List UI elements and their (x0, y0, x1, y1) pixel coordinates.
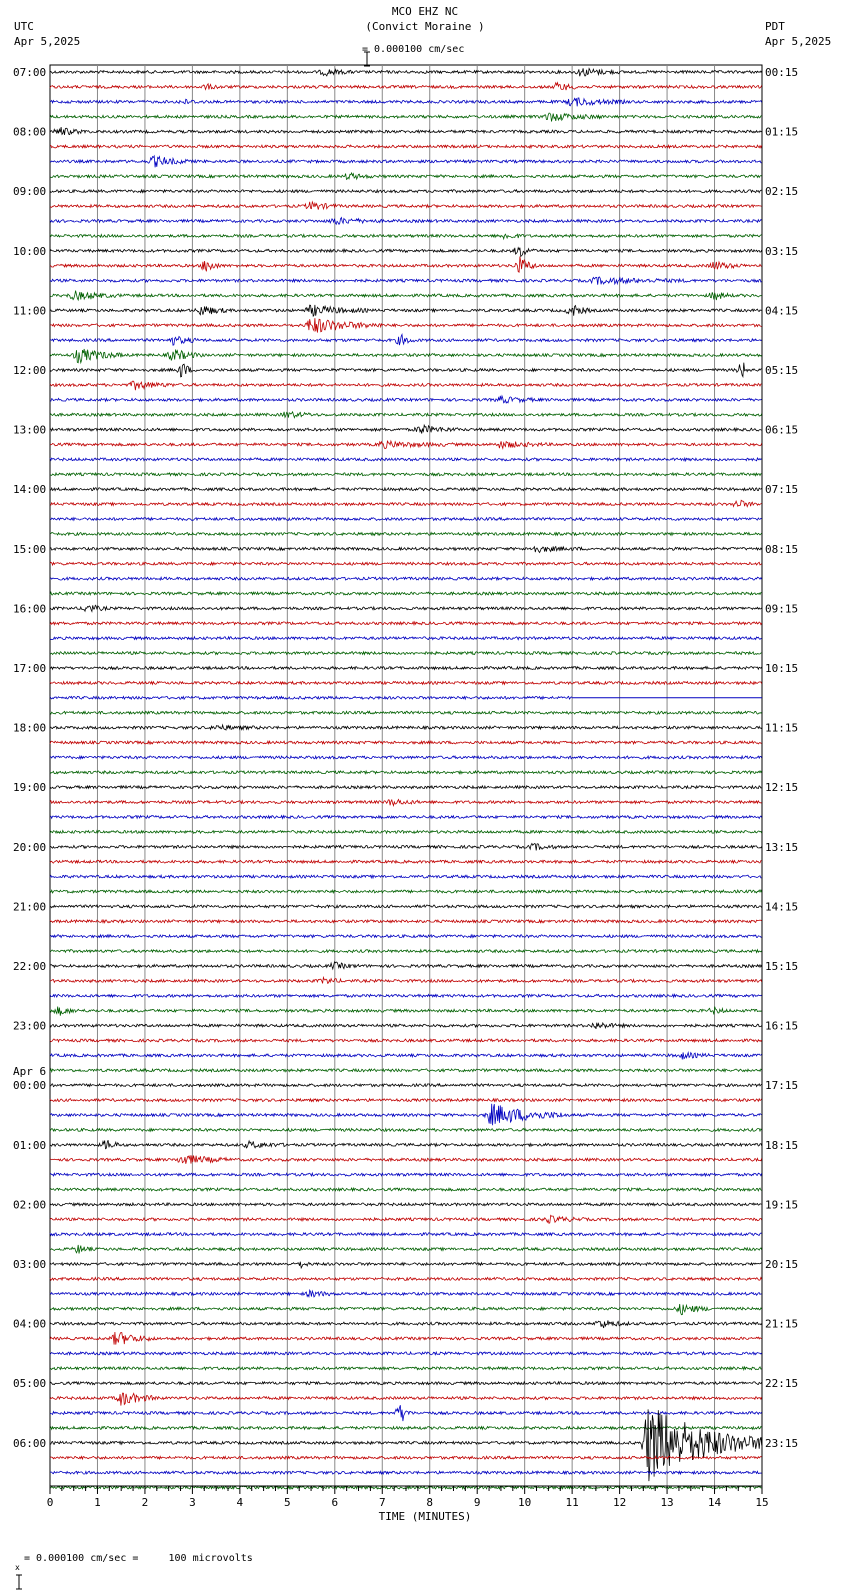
x-tick-label: 12 (612, 1496, 627, 1509)
trace-line (50, 890, 762, 893)
trace-line (50, 488, 762, 491)
utc-hour-label: 01:00 (13, 1138, 47, 1152)
trace-line (50, 1155, 762, 1164)
trace-line (50, 546, 762, 552)
x-tick-label: 0 (46, 1496, 54, 1509)
trace-line (50, 962, 762, 969)
trace-line (50, 682, 762, 685)
trace-line (50, 711, 762, 714)
trace-line (50, 816, 762, 819)
trace-line (50, 1173, 762, 1176)
utc-hour-label: 22:00 (13, 960, 47, 973)
x-tick-label: 11 (565, 1496, 579, 1509)
x-tick-label: 9 (473, 1496, 481, 1509)
pdt-hour-label: 22:15 (765, 1377, 799, 1391)
left-timezone: UTC (14, 20, 34, 33)
trace-line (50, 1084, 762, 1087)
pdt-hour-label: 09:15 (765, 602, 799, 616)
pdt-hour-label: 06:15 (765, 423, 799, 437)
trace-line (50, 1367, 762, 1370)
utc-hour-label: 07:00 (13, 66, 47, 79)
trace-line (50, 1007, 762, 1016)
trace-line (50, 412, 762, 418)
trace-line (50, 786, 762, 789)
trace-line (50, 1405, 762, 1421)
trace-line (50, 1290, 762, 1297)
x-tick-label: 8 (426, 1496, 434, 1509)
trace-line (50, 127, 762, 135)
utc-hour-label: 10:00 (13, 244, 47, 258)
x-tick-label: 3 (189, 1496, 196, 1509)
trace-line (50, 500, 762, 506)
trace-line (50, 349, 762, 363)
trace-line (50, 335, 762, 346)
x-tick-label: 7 (378, 1496, 386, 1509)
pdt-hour-label: 16:15 (765, 1019, 799, 1033)
trace-line (50, 1129, 762, 1132)
trace-line (50, 363, 762, 377)
trace-line (50, 441, 762, 449)
utc-hour-label: 09:00 (13, 185, 47, 199)
trace-line (50, 741, 762, 744)
trace-line (50, 1023, 762, 1029)
trace-line (50, 396, 762, 403)
pdt-hour-label: 00:15 (765, 66, 799, 79)
x-axis-title: TIME (MINUTES) (378, 1510, 472, 1523)
left-date: Apr 5,2025 (14, 35, 81, 48)
trace-line (50, 756, 762, 759)
pdt-hour-label: 02:15 (765, 185, 799, 199)
trace-line (50, 1304, 762, 1315)
trace-line (50, 1104, 762, 1125)
trace-line (50, 458, 762, 461)
utc-hour-label: 14:00 (13, 483, 47, 497)
trace-line (50, 920, 762, 923)
scale-text: = 0.000100 cm/sec (362, 44, 465, 55)
trace-line (50, 994, 762, 997)
trace-line (50, 622, 762, 625)
trace-line (50, 1409, 762, 1481)
pdt-hour-label: 17:15 (765, 1079, 799, 1093)
trace-line (50, 935, 762, 938)
trace-line (50, 145, 762, 148)
x-tick-label: 5 (284, 1496, 291, 1509)
pdt-hour-label: 14:15 (765, 900, 799, 914)
utc-hour-label: 04:00 (13, 1317, 47, 1331)
trace-line (50, 831, 762, 834)
station-location: (Convict Moraine ) (365, 20, 485, 33)
utc-hour-label: 16:00 (13, 602, 47, 616)
utc-hour-label: 08:00 (13, 125, 47, 139)
trace-line (50, 860, 762, 863)
trace-line (50, 318, 762, 333)
x-tick-label: 4 (236, 1496, 244, 1509)
utc-hour-label: 21:00 (13, 900, 47, 914)
trace-line (50, 1233, 762, 1236)
trace-line (50, 291, 762, 300)
trace-line (50, 248, 762, 257)
utc-hour-label: 02:00 (13, 1198, 47, 1212)
trace-line (50, 1069, 762, 1072)
trace-line (50, 173, 762, 180)
utc-hour-label: 23:00 (13, 1019, 47, 1033)
trace-line (50, 844, 762, 851)
trace-line (50, 1188, 762, 1191)
x-tick-label: 2 (141, 1496, 149, 1509)
trace-line (50, 1203, 762, 1206)
x-tick-label: 14 (707, 1496, 722, 1509)
utc-hour-label: 13:00 (13, 423, 47, 437)
trace-line (50, 652, 762, 655)
x-tick-label: 6 (331, 1496, 339, 1509)
trace-line (50, 637, 762, 640)
trace-line (50, 696, 572, 699)
footer-scale-text: = 0.000100 cm/sec = 100 microvolts (24, 1553, 253, 1564)
right-date: Apr 5,2025 (765, 35, 832, 48)
utc-hour-label: 19:00 (13, 781, 47, 795)
trace-line (50, 800, 762, 806)
trace-line (50, 1278, 762, 1281)
x-tick-label: 10 (518, 1496, 532, 1509)
trace-line (50, 1140, 762, 1149)
trace-line (50, 1262, 762, 1268)
utc-hour-label: 03:00 (13, 1258, 47, 1271)
trace-line (50, 771, 762, 774)
trace-line (50, 533, 762, 536)
pdt-hour-label: 12:15 (765, 781, 799, 795)
pdt-hour-label: 03:15 (765, 244, 799, 258)
footer-scale-icon: x (15, 1563, 20, 1572)
trace-line (50, 1099, 762, 1102)
utc-hour-label: 06:00 (13, 1436, 47, 1450)
trace-line (50, 234, 762, 239)
trace-line (50, 156, 762, 167)
trace-line (50, 725, 762, 730)
trace-line (50, 518, 762, 521)
trace-line (50, 68, 762, 76)
trace-line (50, 950, 762, 953)
pdt-hour-label: 18:15 (765, 1138, 799, 1152)
trace-line (50, 305, 762, 316)
utc-hour-label: 17:00 (13, 662, 47, 675)
utc-hour-label: 11:00 (13, 304, 47, 318)
trace-line (50, 218, 762, 225)
trace-line (50, 605, 762, 611)
utc-hour-label: 15:00 (13, 542, 47, 556)
pdt-hour-label: 07:15 (765, 483, 799, 497)
plot-frame (50, 65, 762, 1486)
trace-line (50, 667, 762, 670)
utc-hour-label: 12:00 (13, 364, 47, 377)
trace-line (50, 1352, 762, 1355)
utc-hour-label: 18:00 (13, 721, 47, 735)
trace-line (50, 905, 762, 908)
trace-line (50, 1320, 762, 1328)
pdt-hour-label: 21:15 (765, 1317, 799, 1331)
trace-line (50, 592, 762, 595)
station-title: MCO EHZ NC (391, 5, 459, 18)
trace-line (50, 381, 762, 390)
pdt-hour-label: 19:15 (765, 1198, 799, 1212)
trace-line (50, 577, 762, 580)
pdt-hour-label: 04:15 (765, 304, 799, 318)
trace-line (50, 190, 762, 193)
right-timezone: PDT (765, 20, 785, 33)
trace-line (50, 257, 762, 273)
trace-line (50, 98, 762, 106)
trace-line (50, 1215, 762, 1223)
utc-hour-label: 05:00 (13, 1377, 47, 1391)
utc-hour-label: 20:00 (13, 840, 47, 854)
trace-line (50, 425, 762, 433)
pdt-hour-label: 10:15 (765, 662, 799, 675)
pdt-hour-label: 23:15 (765, 1436, 799, 1450)
trace-line (50, 83, 762, 90)
trace-line (50, 1245, 762, 1254)
trace-line (50, 1039, 762, 1042)
x-tick-label: 15 (755, 1496, 769, 1509)
x-tick-label: 1 (94, 1496, 101, 1509)
pdt-hour-label: 13:15 (765, 840, 799, 854)
trace-line (50, 1382, 762, 1385)
trace-line (50, 473, 762, 476)
date-change-label: Apr 6 (13, 1065, 47, 1079)
pdt-hour-label: 08:15 (765, 542, 799, 556)
trace-line (50, 202, 762, 210)
pdt-hour-label: 15:15 (765, 960, 799, 973)
trace-line (50, 978, 762, 984)
utc-hour-label: 00:00 (13, 1079, 47, 1093)
trace-line (50, 1052, 762, 1059)
x-tick-label: 13 (660, 1496, 674, 1509)
pdt-hour-label: 05:15 (765, 364, 799, 377)
trace-line (50, 562, 762, 565)
time-axis (47, 1486, 769, 1509)
trace-line (50, 1456, 762, 1459)
trace-line (50, 875, 762, 878)
trace-line (50, 113, 762, 121)
trace-group (50, 68, 762, 1489)
pdt-hour-label: 01:15 (765, 125, 799, 139)
trace-line (50, 1332, 762, 1345)
pdt-hour-label: 20:15 (765, 1258, 799, 1271)
trace-line (50, 1393, 762, 1406)
trace-line (50, 1471, 762, 1474)
plot-grid (50, 65, 762, 1486)
trace-line (50, 277, 762, 285)
pdt-hour-label: 11:15 (765, 721, 799, 735)
